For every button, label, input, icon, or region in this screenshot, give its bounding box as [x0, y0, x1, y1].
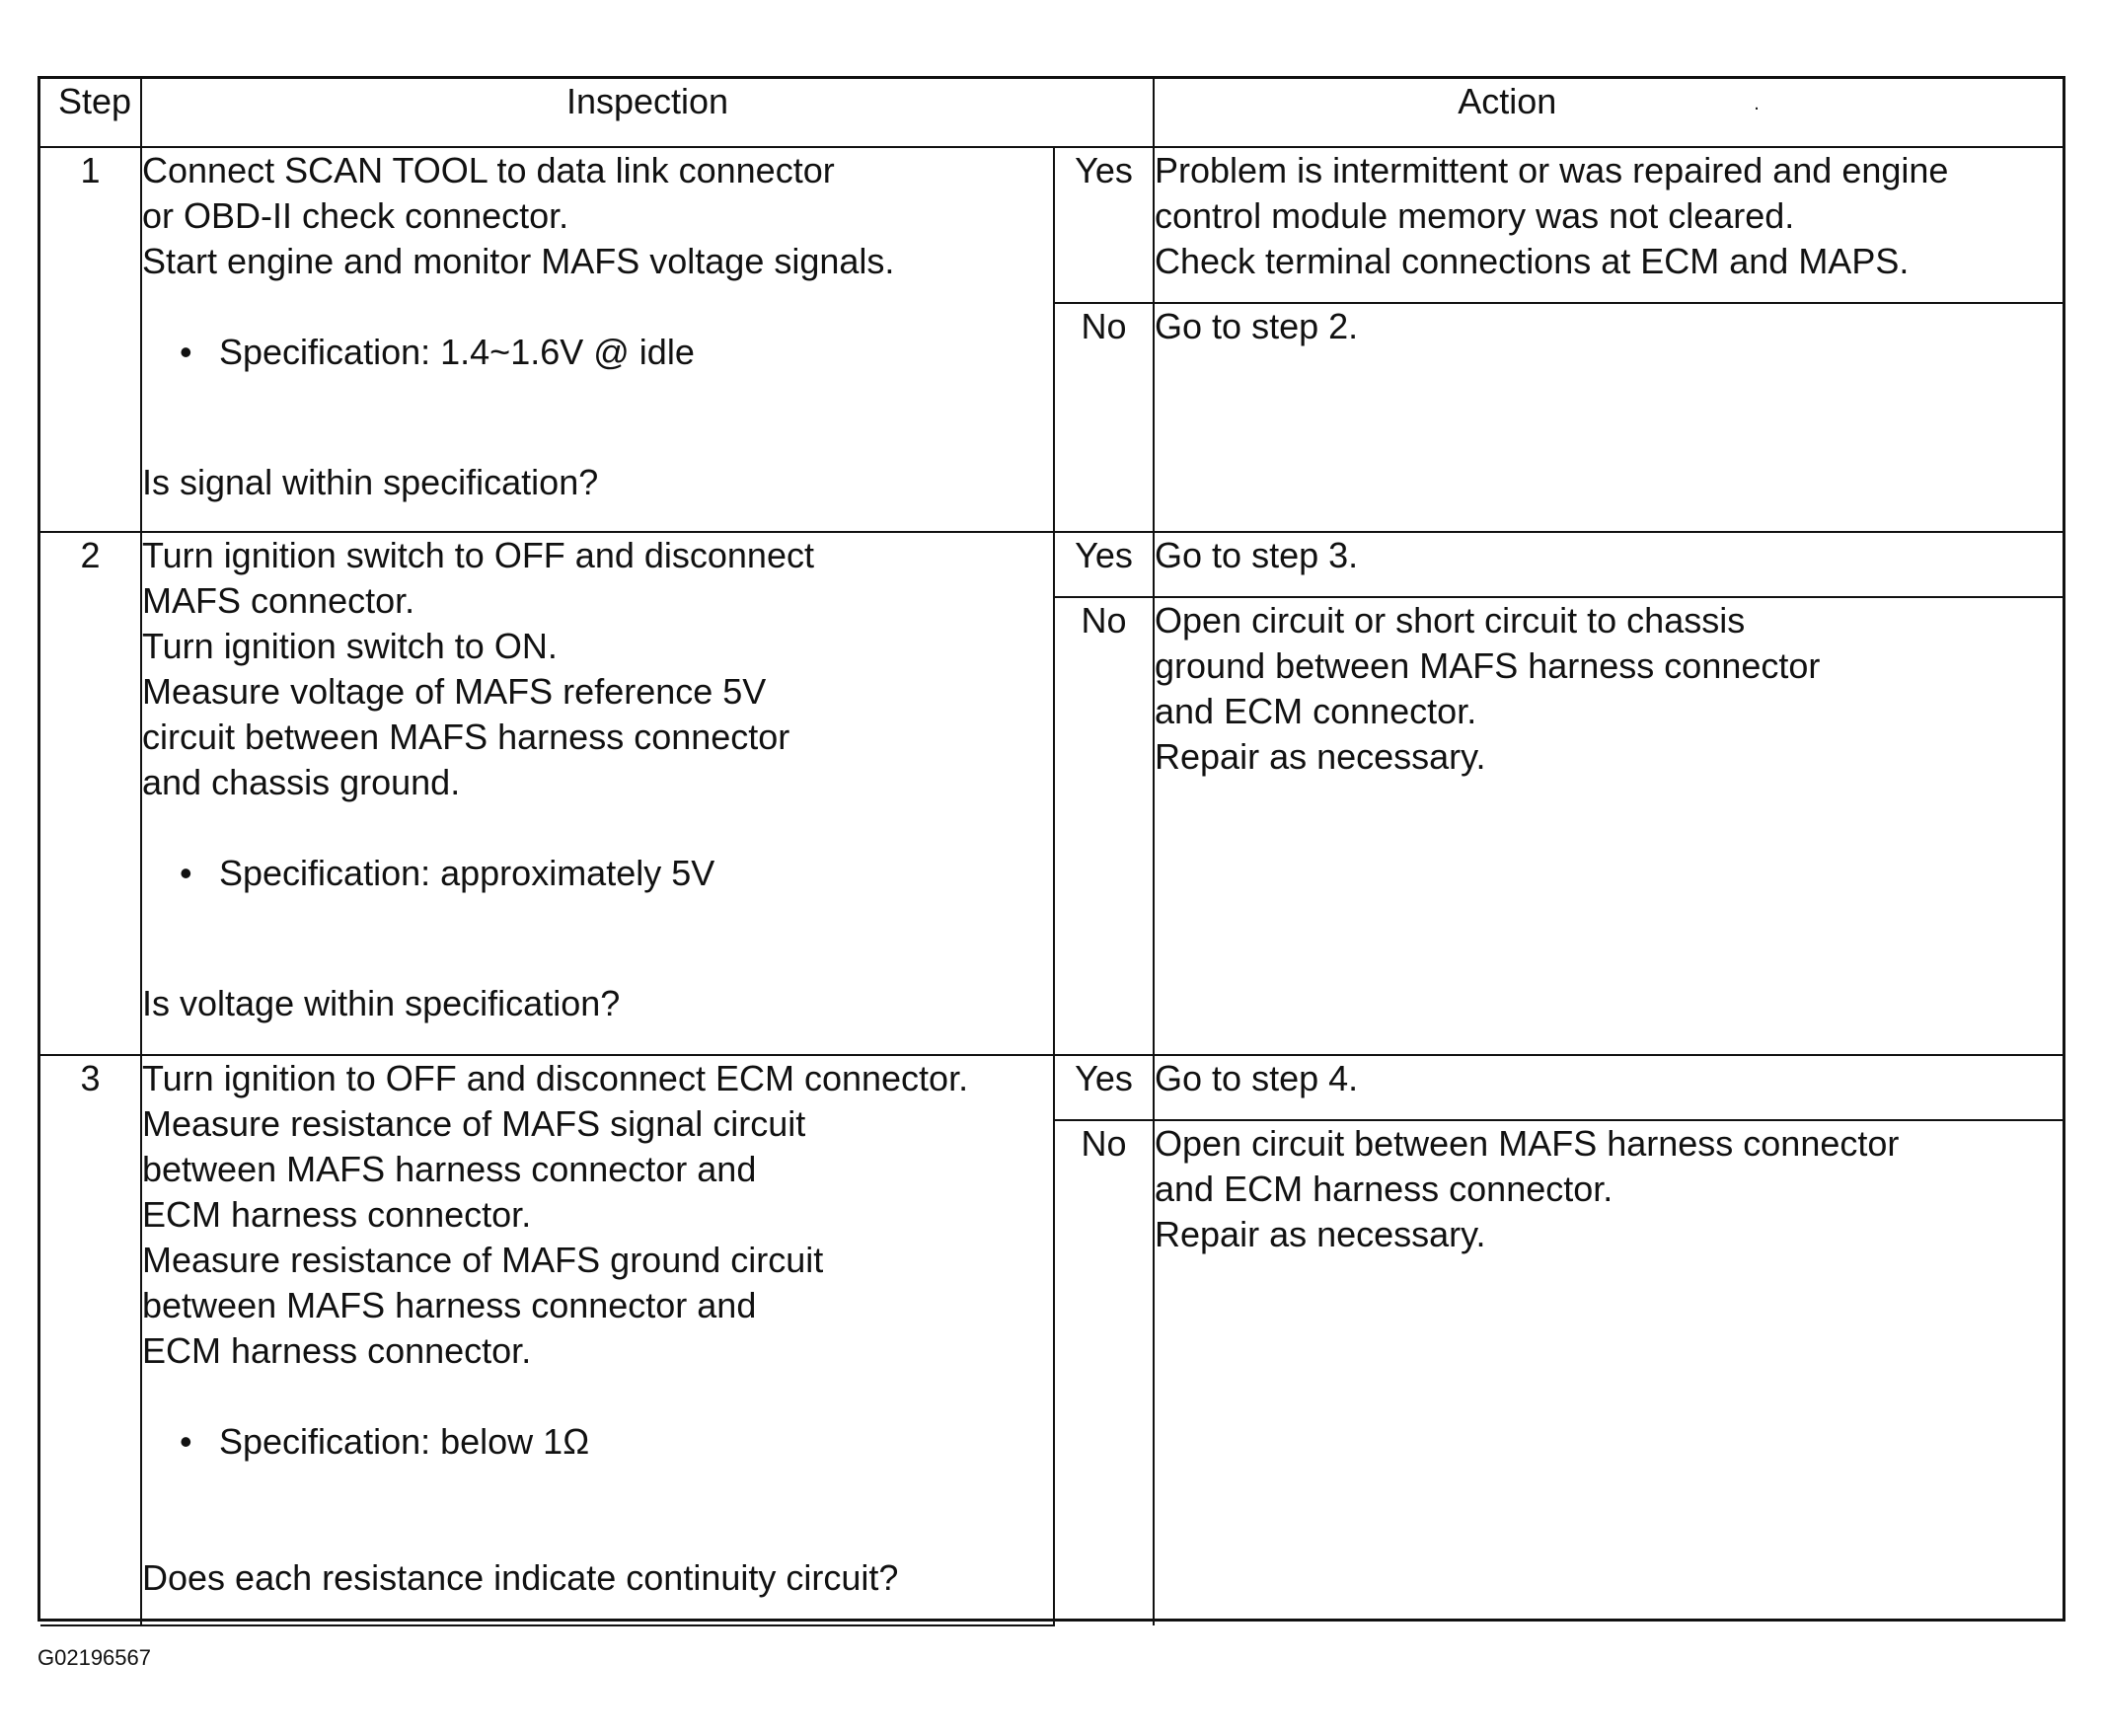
specification-text: Specification: below 1Ω — [219, 1421, 590, 1462]
action-header — [1154, 79, 2063, 147]
inspection-header: Inspection — [141, 79, 1154, 147]
specification-text: Specification: 1.4~1.6V @ idle — [219, 332, 695, 372]
inspection-line: ECM harness connector. — [142, 1194, 532, 1235]
bullet-icon: • — [180, 332, 192, 372]
specification-item — [142, 330, 1053, 375]
action-line: Go to step 3. — [1155, 535, 1359, 575]
inspection-line: Measure resistance of MAFS ground circuit — [142, 1240, 824, 1280]
inspection-cell — [141, 1055, 1054, 1625]
inspection-line: Start engine and monitor MAFS voltage signals. — [142, 241, 895, 281]
no-action-cell — [1154, 1120, 2063, 1625]
inspection-line: Connect SCAN TOOL to data link connector — [142, 150, 835, 190]
step-header: Step — [40, 79, 141, 147]
table-row — [40, 1055, 2063, 1120]
inspection-question: Does each resistance indicate continuity circuit? — [142, 1557, 899, 1598]
yes-action-cell — [1154, 147, 2063, 303]
stray-mark: . — [1754, 93, 1760, 115]
action-line: Repair as necessary. — [1155, 736, 1486, 777]
yes-label: Yes — [1054, 1055, 1154, 1120]
action-line: control module memory was not cleared. — [1155, 195, 1795, 236]
diagnostic-table-frame — [38, 76, 2065, 1622]
figure-code: G02196567 — [38, 1645, 151, 1670]
no-label: No — [1054, 1120, 1154, 1625]
inspection-line: or OBD-II check connector. — [142, 195, 569, 236]
inspection-cell — [141, 147, 1054, 532]
inspection-question: Is signal within specification? — [142, 462, 599, 502]
diagnostic-table — [40, 79, 2063, 1626]
action-line: ground between MAFS harness connector — [1155, 645, 1821, 686]
action-line: Open circuit between MAFS harness connector — [1155, 1123, 1900, 1164]
action-header-label: Action — [1458, 81, 1557, 121]
step-number: 2 — [40, 532, 141, 1055]
inspection-line: Turn ignition to OFF and disconnect ECM connector. — [142, 1058, 969, 1098]
inspection-line: Turn ignition switch to ON. — [142, 626, 558, 666]
inspection-line: ECM harness connector. — [142, 1330, 532, 1371]
inspection-question: Is voltage within specification? — [142, 983, 621, 1023]
inspection-line: between MAFS harness connector and — [142, 1285, 757, 1325]
inspection-line: Measure resistance of MAFS signal circuit — [142, 1103, 806, 1144]
inspection-line: circuit between MAFS harness connector — [142, 717, 790, 757]
yes-action-cell — [1154, 532, 2063, 597]
action-line: Repair as necessary. — [1155, 1214, 1486, 1254]
action-line: Problem is intermittent or was repaired and engine — [1155, 150, 1949, 190]
action-line: Go to step 4. — [1155, 1058, 1359, 1098]
bullet-icon: • — [180, 1421, 192, 1462]
table-row — [40, 532, 2063, 597]
step-number: 3 — [40, 1055, 141, 1625]
table-row — [40, 147, 2063, 303]
inspection-line: MAFS connector. — [142, 580, 415, 621]
action-line: Check terminal connections at ECM and MAPS. — [1155, 241, 1910, 281]
inspection-cell — [141, 532, 1054, 1055]
bullet-icon: • — [180, 853, 192, 893]
action-line: Go to step 2. — [1155, 306, 1359, 346]
no-action-cell — [1154, 303, 2063, 532]
specification-item — [142, 851, 1053, 896]
yes-label: Yes — [1054, 147, 1154, 303]
yes-action-cell — [1154, 1055, 2063, 1120]
inspection-line: Measure voltage of MAFS reference 5V — [142, 671, 767, 712]
inspection-line: Turn ignition switch to OFF and disconnect — [142, 535, 814, 575]
action-line: Open circuit or short circuit to chassis — [1155, 600, 1746, 641]
inspection-line: between MAFS harness connector and — [142, 1149, 757, 1189]
step-number: 1 — [40, 147, 141, 532]
specification-item — [142, 1419, 1053, 1465]
specification-text: Specification: approximately 5V — [219, 853, 715, 893]
header-row — [40, 79, 2063, 147]
no-label: No — [1054, 597, 1154, 1055]
inspection-line: and chassis ground. — [142, 762, 461, 802]
yes-label: Yes — [1054, 532, 1154, 597]
no-label: No — [1054, 303, 1154, 532]
no-action-cell — [1154, 597, 2063, 1055]
action-line: and ECM harness connector. — [1155, 1169, 1613, 1209]
action-line: and ECM connector. — [1155, 691, 1477, 731]
